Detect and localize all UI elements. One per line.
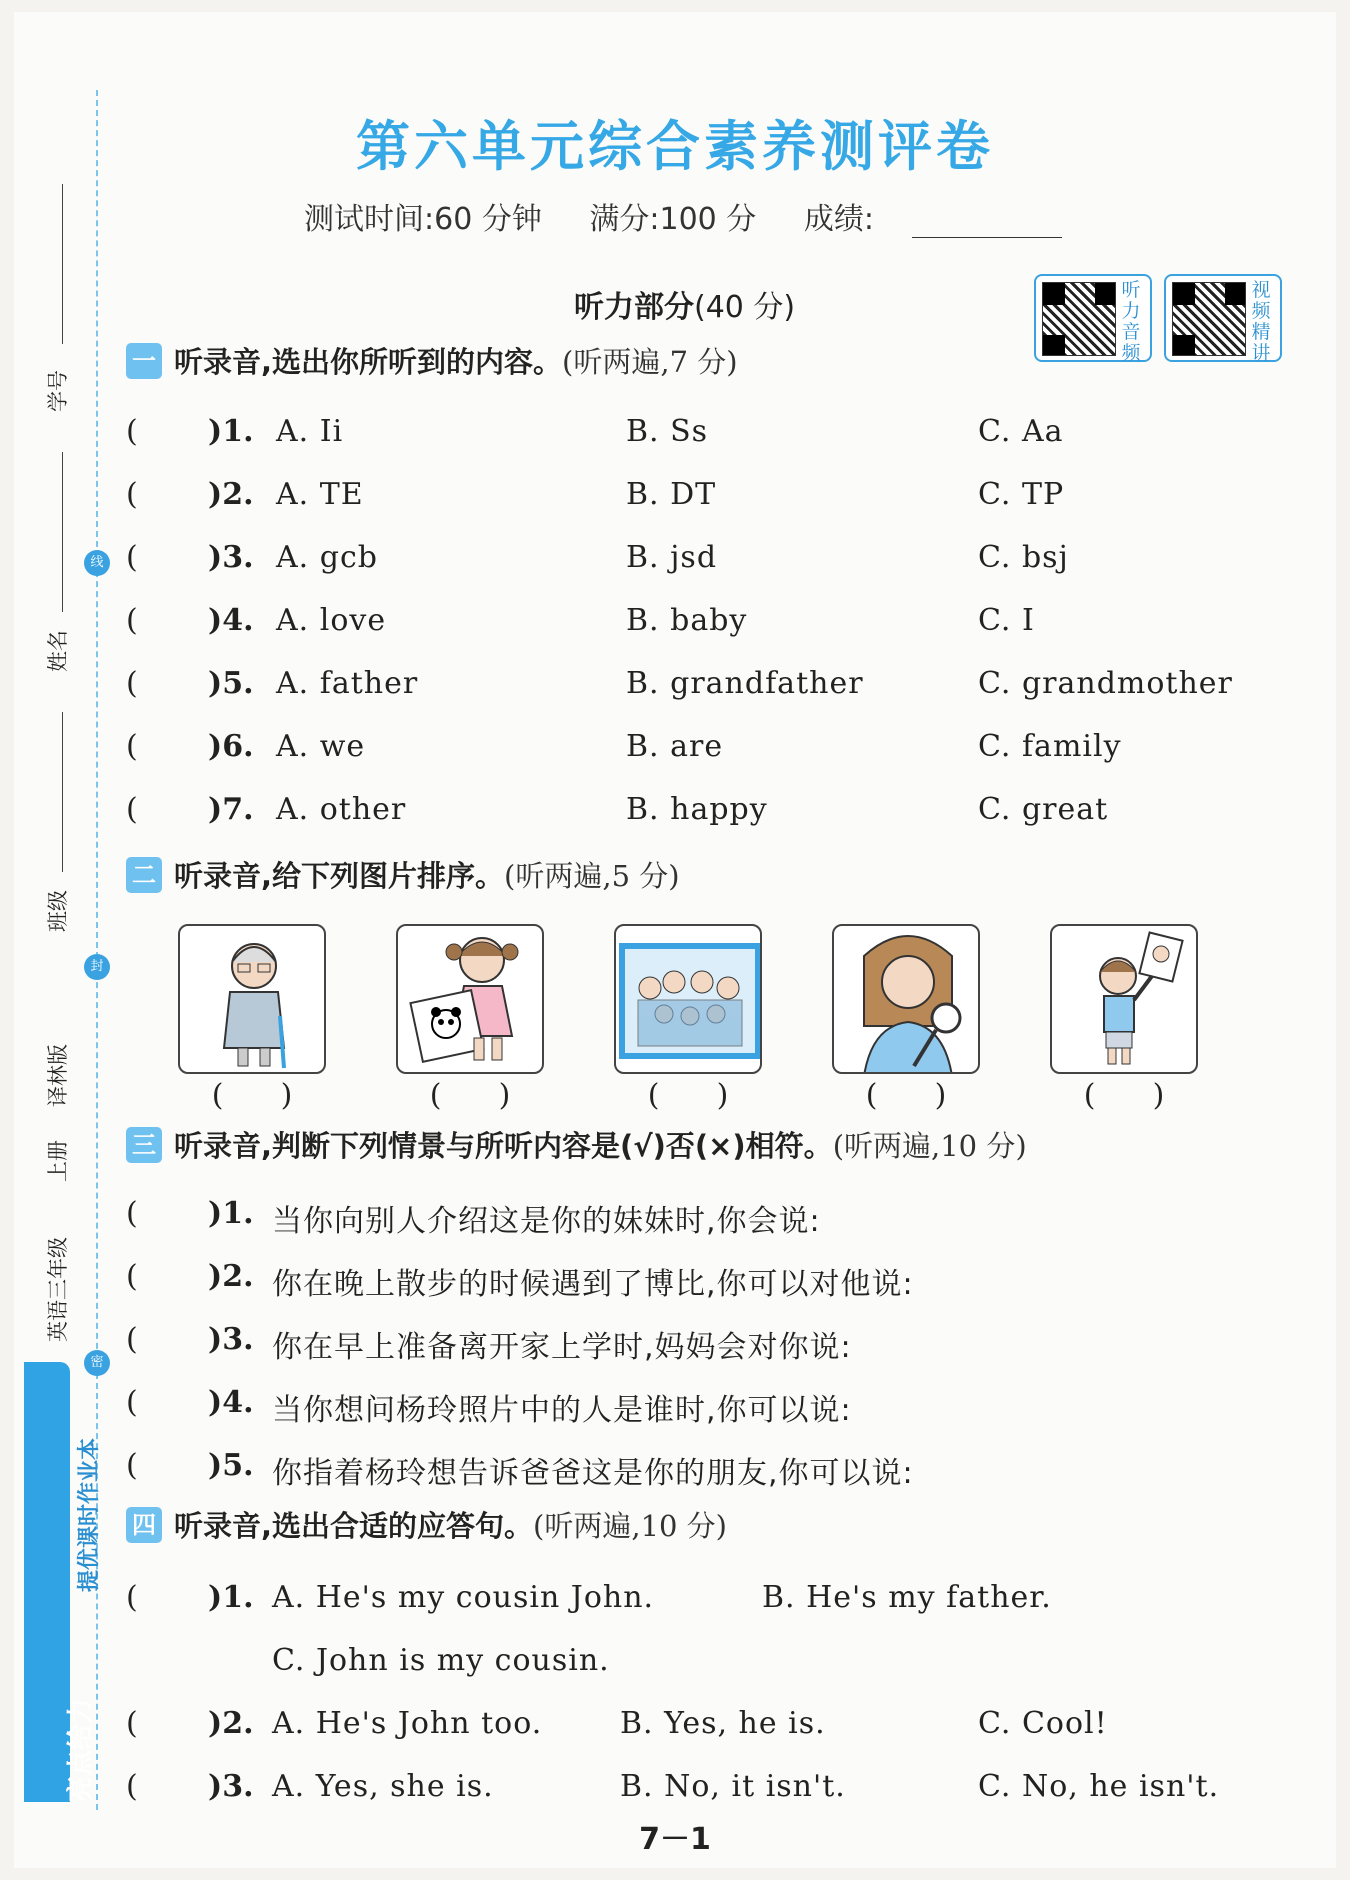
xingming-blank-line <box>62 452 63 612</box>
listening-score: (40 分) <box>694 290 796 325</box>
answer-bracket[interactable]: ( <box>126 603 138 638</box>
question-number: )5. <box>208 666 254 701</box>
option-c[interactable]: C. bsj <box>978 540 1069 575</box>
option-a[interactable]: A. TE <box>276 477 364 512</box>
picture-girl-panda <box>396 924 544 1074</box>
listening-part-title <box>574 282 795 326</box>
section-note: (听两遍,10 分) <box>832 1129 1027 1163</box>
page-number: 7－1 <box>639 1822 711 1857</box>
exam-full-score: 满分:100 分 <box>589 202 757 237</box>
answer-bracket[interactable]: ( <box>126 1196 138 1231</box>
brand-logo-text: 亮点给力 <box>66 1697 96 1802</box>
option-c[interactable]: C. I <box>978 603 1035 638</box>
binding-dot-feng: 封 <box>84 954 110 980</box>
answer-bracket[interactable]: ( <box>126 1448 138 1483</box>
section-number: 四 <box>126 1507 162 1543</box>
option-a[interactable]: A. Ii <box>276 414 344 449</box>
section-instruction: 听录音,判断下列情景与所听内容是(√)否(×)相符。 <box>174 1129 833 1163</box>
answer-bracket[interactable]: ( <box>126 1385 138 1420</box>
section-1-header <box>126 340 738 381</box>
section-number: 二 <box>126 857 162 893</box>
brand-subtitle: 提优课时作业本 <box>77 1437 102 1592</box>
option-c[interactable]: C. TP <box>978 477 1065 512</box>
picture-woman-magnifier <box>832 924 980 1074</box>
option-c[interactable]: C. Cool! <box>978 1706 1108 1741</box>
option-c[interactable]: C. family <box>978 729 1122 764</box>
answer-bracket[interactable]: ( <box>126 414 138 449</box>
grade-label: 英语三年级 <box>46 1237 70 1342</box>
question-number: )2. <box>208 1259 254 1294</box>
section-instruction: 听录音,给下列图片排序。 <box>174 859 505 893</box>
score-blank[interactable] <box>912 210 1062 238</box>
banji-label: 班级 <box>46 890 70 932</box>
picture-answer-4[interactable]: ( ) <box>865 1078 947 1113</box>
section-instruction: 听录音,选出你所听到的内容。 <box>174 345 563 379</box>
option-b[interactable]: B. jsd <box>626 540 718 575</box>
page-title: 第六单元综合素养测评卷 <box>356 115 994 178</box>
option-a[interactable]: A. we <box>276 729 366 764</box>
question-number: )6. <box>208 729 254 764</box>
option-a[interactable]: A. other <box>276 792 407 827</box>
section-note: (听两遍,5 分) <box>504 859 680 893</box>
qr-audio[interactable] <box>1034 274 1152 362</box>
answer-bracket[interactable]: ( <box>126 540 138 575</box>
option-c[interactable]: C. grandmother <box>978 666 1233 701</box>
worksheet-page <box>14 12 1336 1868</box>
option-b[interactable]: B. baby <box>626 603 748 638</box>
exam-time: 测试时间:60 分钟 <box>304 202 542 237</box>
option-b[interactable]: B. DT <box>626 477 717 512</box>
edition-label: 译林版 <box>46 1044 70 1107</box>
section-note: (听两遍,10 分) <box>533 1509 727 1543</box>
picture-answer-3[interactable]: ( ) <box>647 1078 729 1113</box>
banji-blank-line <box>62 712 63 872</box>
question-number: )3. <box>208 1769 254 1804</box>
option-a[interactable]: A. Yes, she is. <box>272 1769 494 1804</box>
answer-bracket[interactable]: ( <box>126 729 138 764</box>
exam-meta <box>304 194 1062 238</box>
xuehao-label: 学号 <box>46 370 70 412</box>
question-number: )3. <box>208 540 254 575</box>
question-number: )4. <box>208 603 254 638</box>
answer-bracket[interactable]: ( <box>126 477 138 512</box>
picture-family-photo <box>614 924 762 1074</box>
option-c[interactable]: C. great <box>978 792 1109 827</box>
section-number: 一 <box>126 343 162 379</box>
option-b[interactable]: B. happy <box>626 792 768 827</box>
answer-bracket[interactable]: ( <box>126 1322 138 1357</box>
question-number: )4. <box>208 1385 254 1420</box>
option-a[interactable]: A. father <box>276 666 419 701</box>
option-b[interactable]: B. He's my father. <box>762 1580 1052 1615</box>
qr-video[interactable] <box>1164 274 1282 362</box>
qr-code-icon <box>1172 282 1246 356</box>
option-a[interactable]: A. love <box>276 603 387 638</box>
answer-bracket[interactable]: ( <box>126 792 138 827</box>
picture-boy-photo <box>1050 924 1198 1074</box>
option-a[interactable]: A. He's John too. <box>272 1706 543 1741</box>
option-b[interactable]: B. are <box>626 729 724 764</box>
section-note: (听两遍,7 分) <box>562 345 738 379</box>
qr-video-label: 视频精讲 <box>1251 279 1271 364</box>
option-b[interactable]: B. grandfather <box>626 666 864 701</box>
answer-bracket[interactable]: ( <box>126 1769 138 1804</box>
xingming-label: 姓名 <box>46 630 70 672</box>
term-label: 上册 <box>46 1140 70 1182</box>
binding-dot-mi: 密 <box>84 1350 110 1376</box>
answer-bracket[interactable]: ( <box>126 1706 138 1741</box>
situation-text: 你指着杨玲想告诉爸爸这是你的朋友,你可以说: <box>272 1456 914 1491</box>
binding-dot-xian: 线 <box>84 550 110 576</box>
listening-label: 听力部分 <box>574 290 694 325</box>
question-number: )2. <box>208 477 254 512</box>
section-number: 三 <box>126 1127 162 1163</box>
qr-audio-label: 听力音频 <box>1121 279 1141 364</box>
option-c[interactable]: C. John is my cousin. <box>272 1643 610 1678</box>
option-b[interactable]: B. Ss <box>626 414 709 449</box>
option-a[interactable]: A. He's my cousin John. <box>272 1580 655 1615</box>
situation-text: 你在晚上散步的时候遇到了博比,你可以对他说: <box>272 1267 914 1302</box>
answer-bracket[interactable]: ( <box>126 1259 138 1294</box>
question-number: )2. <box>208 1706 254 1741</box>
answer-bracket[interactable]: ( <box>126 1580 138 1615</box>
question-number: )1. <box>208 414 254 449</box>
option-c[interactable]: C. No, he isn't. <box>978 1769 1220 1804</box>
option-b[interactable]: B. No, it isn't. <box>620 1769 846 1804</box>
qr-code-icon <box>1042 282 1116 356</box>
question-number: )3. <box>208 1322 254 1357</box>
answer-bracket[interactable]: ( <box>126 666 138 701</box>
picture-grandmother <box>178 924 326 1074</box>
situation-text: 当你向别人介绍这是你的妹妹时,你会说: <box>272 1204 821 1239</box>
section-3-header <box>126 1124 1027 1165</box>
option-b[interactable]: B. Yes, he is. <box>620 1706 826 1741</box>
question-number: )1. <box>208 1196 254 1231</box>
section-4-header <box>126 1504 727 1545</box>
situation-text: 当你想问杨玲照片中的人是谁时,你可以说: <box>272 1393 852 1428</box>
picture-answer-2[interactable]: ( ) <box>429 1078 511 1113</box>
picture-answer-1[interactable]: ( ) <box>211 1078 293 1113</box>
question-number: )5. <box>208 1448 254 1483</box>
section-2-header <box>126 854 680 895</box>
section-instruction: 听录音,选出合适的应答句。 <box>174 1509 534 1543</box>
picture-answer-5[interactable]: ( ) <box>1083 1078 1165 1113</box>
option-a[interactable]: A. gcb <box>276 540 378 575</box>
question-number: )7. <box>208 792 254 827</box>
option-c[interactable]: C. Aa <box>978 414 1064 449</box>
question-number: )1. <box>208 1580 254 1615</box>
xuehao-blank-line <box>62 184 63 344</box>
exam-score-label: 成绩: <box>803 202 874 237</box>
situation-text: 你在早上准备离开家上学时,妈妈会对你说: <box>272 1330 852 1365</box>
